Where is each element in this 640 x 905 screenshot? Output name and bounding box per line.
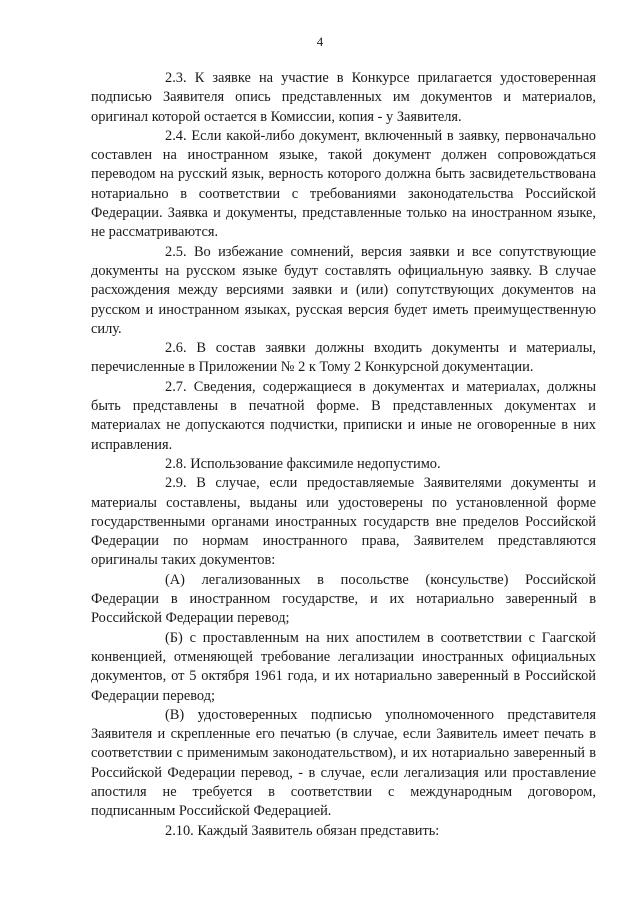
subitem-v bbox=[91, 706, 596, 822]
paragraph-number: 2.4. bbox=[165, 127, 187, 144]
subitem-number: (Б) bbox=[165, 629, 183, 646]
paragraph-number: 2.9. bbox=[165, 475, 187, 492]
paragraph-2-9 bbox=[91, 474, 596, 570]
paragraph-number: 2.3. bbox=[165, 70, 187, 86]
paragraph-number: 2.10. bbox=[165, 822, 194, 839]
paragraph-number: 2.5. bbox=[165, 243, 187, 260]
paragraph-text: Если какой-либо документ, включенный в заявку, первоначально составлен на иностранном языке, такой документ должен сопровождаться переводом на русский язык, верность которого должна быть засвидетельствована нотариально в соответствии с требованиями законодательства Российской Федерации. Заявка и документы, представленные только на иностранном языке, не рассматриваются. bbox=[91, 127, 596, 241]
paragraph-2-3 bbox=[91, 69, 596, 127]
page-number: 4 bbox=[316, 34, 324, 49]
paragraph-text: В состав заявки должны входить документы и материалы, перечисленные в Приложении № 2 к Тому 2 Конкурсной документации. bbox=[91, 340, 596, 376]
paragraph-text: В случае, если предоставляемые Заявителями документы и материалы составлены, выданы или удостоверены по установленной форме государственными органами иностранных государств вне пределов Российской Федерации по нормам иностранного права, Заявителем представляются оригиналы таких документов: bbox=[91, 475, 596, 569]
paragraph-2-10 bbox=[91, 822, 596, 841]
paragraph-number: 2.8. bbox=[165, 455, 187, 472]
paragraph-2-8 bbox=[91, 455, 596, 474]
paragraph-text: Во избежание сомнений, версия заявки и все сопутствующие документы на русском языке будут составлять официальную заявку. В случае расхождения между версиями заявки и (или) сопутствующих документов на русском и иностранном языках, русская версия будет иметь преимущественную силу. bbox=[91, 243, 596, 337]
paragraph-2-7 bbox=[91, 378, 596, 455]
paragraph-text: Использование факсимиле недопустимо. bbox=[190, 455, 441, 472]
paragraph-number: 2.7. bbox=[165, 378, 187, 395]
subitem-number: (В) bbox=[165, 706, 185, 723]
paragraph-text: Каждый Заявитель обязан представить: bbox=[197, 822, 440, 839]
paragraph-text: Сведения, содержащиеся в документах и материалах, должны быть представлены в печатной форме. В представленных документах и материалах не допускаются подчистки, приписки и иные не оговоренные в них исправления. bbox=[91, 378, 596, 453]
subitem-a bbox=[91, 571, 596, 629]
document-body bbox=[91, 69, 596, 841]
subitem-text: с проставленным на них апостилем в соответствии с Гаагской конвенцией, отменяющей требование легализации иностранных официальных документов, от 5 октября 1961 года, и их нотариально заверенный в Российской Федерации перевод; bbox=[91, 629, 596, 704]
paragraph-text: К заявке на участие в Конкурсе прилагается удостоверенная подписью Заявителя опись представленных им документов и материалов, оригинал которой остается в Комиссии, копия - у Заявителя. bbox=[91, 70, 596, 125]
paragraph-2-6 bbox=[91, 339, 596, 378]
subitem-number: (А) bbox=[165, 571, 185, 588]
paragraph-2-5 bbox=[91, 243, 596, 339]
subitem-text: удостоверенных подписью уполномоченного представителя Заявителя и скрепленные его печатью (в случае, если Заявитель имеет печать в соответствии с применимым законодательством), и их нотариально заверенный в Российской Федерации перевод, - в случае, если легализация или проставление апостиля не требуется в соответствии с международным договором, подписанным Российской Федерацией. bbox=[91, 706, 596, 820]
paragraph-2-4 bbox=[91, 127, 596, 243]
subitem-text: легализованных в посольстве (консульстве) Российской Федерации в иностранном государстве, и их нотариально заверенный в Российской Федерации перевод; bbox=[91, 571, 596, 627]
subitem-b bbox=[91, 629, 596, 706]
paragraph-number: 2.6. bbox=[165, 340, 187, 357]
